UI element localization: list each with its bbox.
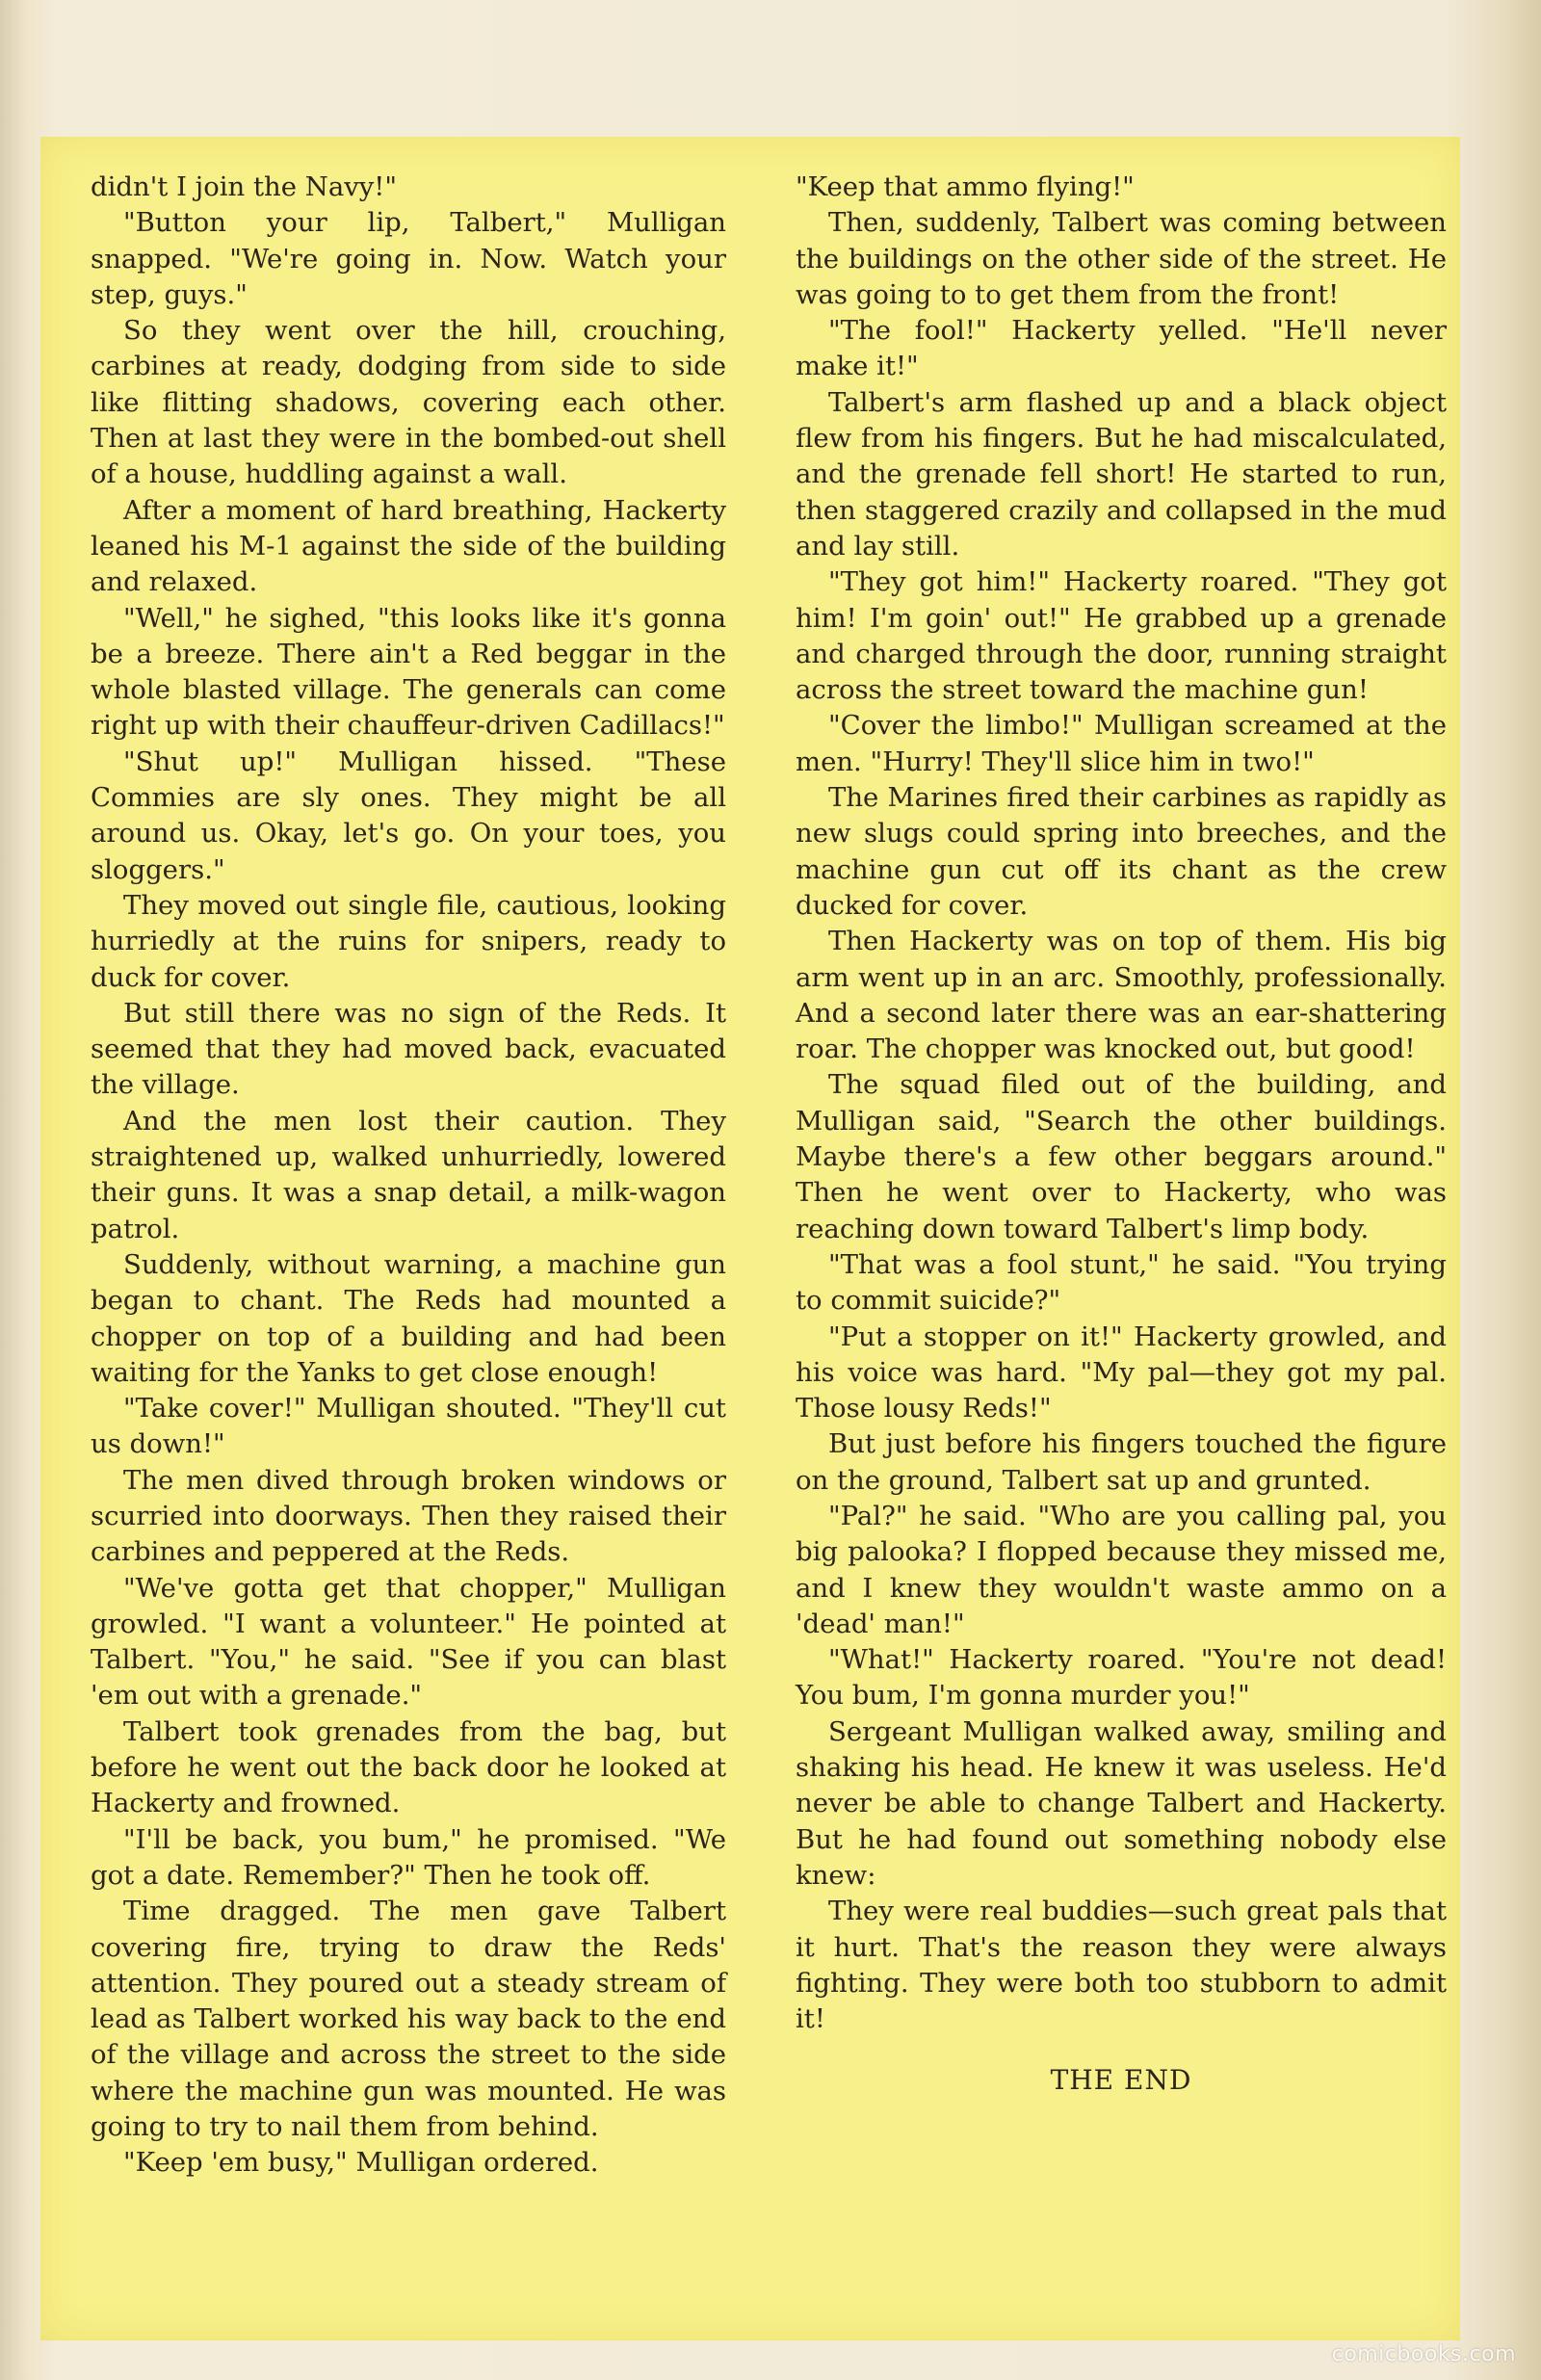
paragraph: "Button your lip, Talbert," Mulligan snapped. "We're going in. Now. Watch your step, guys." [91, 207, 726, 310]
paragraph: So they went over the hill, crouching, carbines at ready, dodging from side to side like flitting shadows, covering each other. Then at last they were in the bombed-out shell of a house, huddling against a wall. [91, 315, 726, 490]
right-text-column [796, 170, 1447, 2099]
paragraph: "That was a fool stunt," he said. "You trying to commit suicide?" [796, 1248, 1447, 1317]
paragraph: "Take cover!" Mulligan shouted. "They'll cut us down!" [91, 1393, 726, 1460]
paragraph: "They got him!" Hackerty roared. "They got him! I'm goin' out!" He grabbed up a grenade and charged through the door, running straight across the street toward the machine gun! [796, 566, 1447, 706]
paragraph: "Well," he sighed, "this looks like it's gonna be a breeze. There ain't a Red beggar in the whole blasted village. The generals can come right up with their chauffeur-driven Cadillacs!" [91, 602, 726, 742]
paragraph: They were real buddies—such great pals that it hurt. That's the reason they were always fighting. They were both too stubborn to admit it! [796, 1896, 1447, 2035]
paragraph: Then, suddenly, Talbert was coming between the buildings on the other side of the street. He was going to to get them from the front! [796, 207, 1447, 310]
paragraph: "We've gotta get that chopper," Mulligan growled. "I want a volunteer." He pointed at Talbert. "You," he said. "See if you can blast 'em out with a grenade." [91, 1572, 726, 1712]
paragraph: But still there was no sign of the Reds. It seemed that they had moved back, evacuated the village. [91, 997, 726, 1101]
paragraph: The Marines fired their carbines as rapidly as new slugs could spring into breeches, and the machine gun cut off its chant as the crew ducked for cover. [796, 782, 1447, 921]
paragraph: Time dragged. The men gave Talbert covering fire, trying to draw the Reds' attention. They poured out a steady stream of lead as Talbert worked his way back to the end of the village and across the street to the side where the machine gun was mounted. He was going to try to nail them from behind. [91, 1896, 726, 2143]
paragraph: The squad filed out of the building, and Mulligan said, "Search the other buildings. Maybe there's a few other beggars around." Then he went over to Hackerty, who was reaching down toward Talbert's limp body. [796, 1069, 1447, 1244]
paragraph: After a moment of hard breathing, Hackerty leaned his M-1 against the side of the building and relaxed. [91, 494, 726, 598]
paragraph: "Keep 'em busy," Mulligan ordered. [123, 2147, 599, 2179]
paragraph: didn't I join the Navy!" [91, 171, 398, 202]
paragraph: "What!" Hackerty roared. "You're not dead! You bum, I'm gonna murder you!" [796, 1644, 1447, 1712]
paragraph: Then Hackerty was on top of them. His big arm went up in an arc. Smoothly, professionally. And a second later there was an ear-shattering roar. The chopper was knocked out, but good! [796, 926, 1447, 1065]
paragraph: Suddenly, without warning, a machine gun began to chant. The Reds had mounted a chopper on top of a building and had been waiting for the Yanks to get close enough! [91, 1248, 726, 1388]
paragraph: The men dived through broken windows or scurried into doorways. Then they raised their carbines and peppered at the Reds. [91, 1464, 726, 1568]
the-end-label: THE END [1050, 2064, 1192, 2097]
watermark: comicbooks.com [1331, 2342, 1516, 2367]
paragraph: "Pal?" he said. "Who are you calling pal, you big palooka? I flopped because they missed me, and I knew they wouldn't waste ammo on a 'dead' man!" [796, 1500, 1447, 1639]
paragraph: "The fool!" Hackerty yelled. "He'll never make it!" [796, 315, 1447, 382]
paragraph: Talbert took grenades from the bag, but before he went out the back door he looked at Hackerty and frowned. [91, 1715, 726, 1819]
paragraph: "Cover the limbo!" Mulligan screamed at the men. "Hurry! They'll slice him in two!" [796, 710, 1447, 777]
paragraph: They moved out single file, cautious, looking hurriedly at the ruins for snipers, ready to duck for cover. [91, 889, 726, 993]
paragraph: But just before his fingers touched the figure on the ground, Talbert sat up and grunted. [796, 1428, 1447, 1496]
paragraph: Talbert's arm flashed up and a black object flew from his fingers. But he had miscalculated, and the grenade fell short! He started to run, then staggered crazily and collapsed in the mud and lay still. [796, 386, 1447, 562]
paragraph: And the men lost their caution. They straightened up, walked unhurriedly, lowered their guns. It was a snap detail, a milk-wagon patrol. [91, 1105, 726, 1244]
paragraph: "I'll be back, you bum," he promised. "We got a date. Remember?" Then he took off. [91, 1823, 726, 1891]
paragraph: "Put a stopper on it!" Hackerty growled, and his voice was hard. "My pal—they got my pal. Those lousy Reds!" [796, 1321, 1447, 1425]
paragraph: Sergeant Mulligan walked away, smiling and shaking his head. He knew it was useless. He'd never be able to change Talbert and Hackerty. But he had found out something nobody else knew: [796, 1715, 1447, 1891]
paragraph: "Shut up!" Mulligan hissed. "These Commies are sly ones. They might be all around us. Okay, let's go. On your toes, you sloggers." [91, 745, 726, 885]
left-text-column [91, 170, 726, 2182]
paragraph: "Keep that ammo flying!" [796, 171, 1135, 202]
